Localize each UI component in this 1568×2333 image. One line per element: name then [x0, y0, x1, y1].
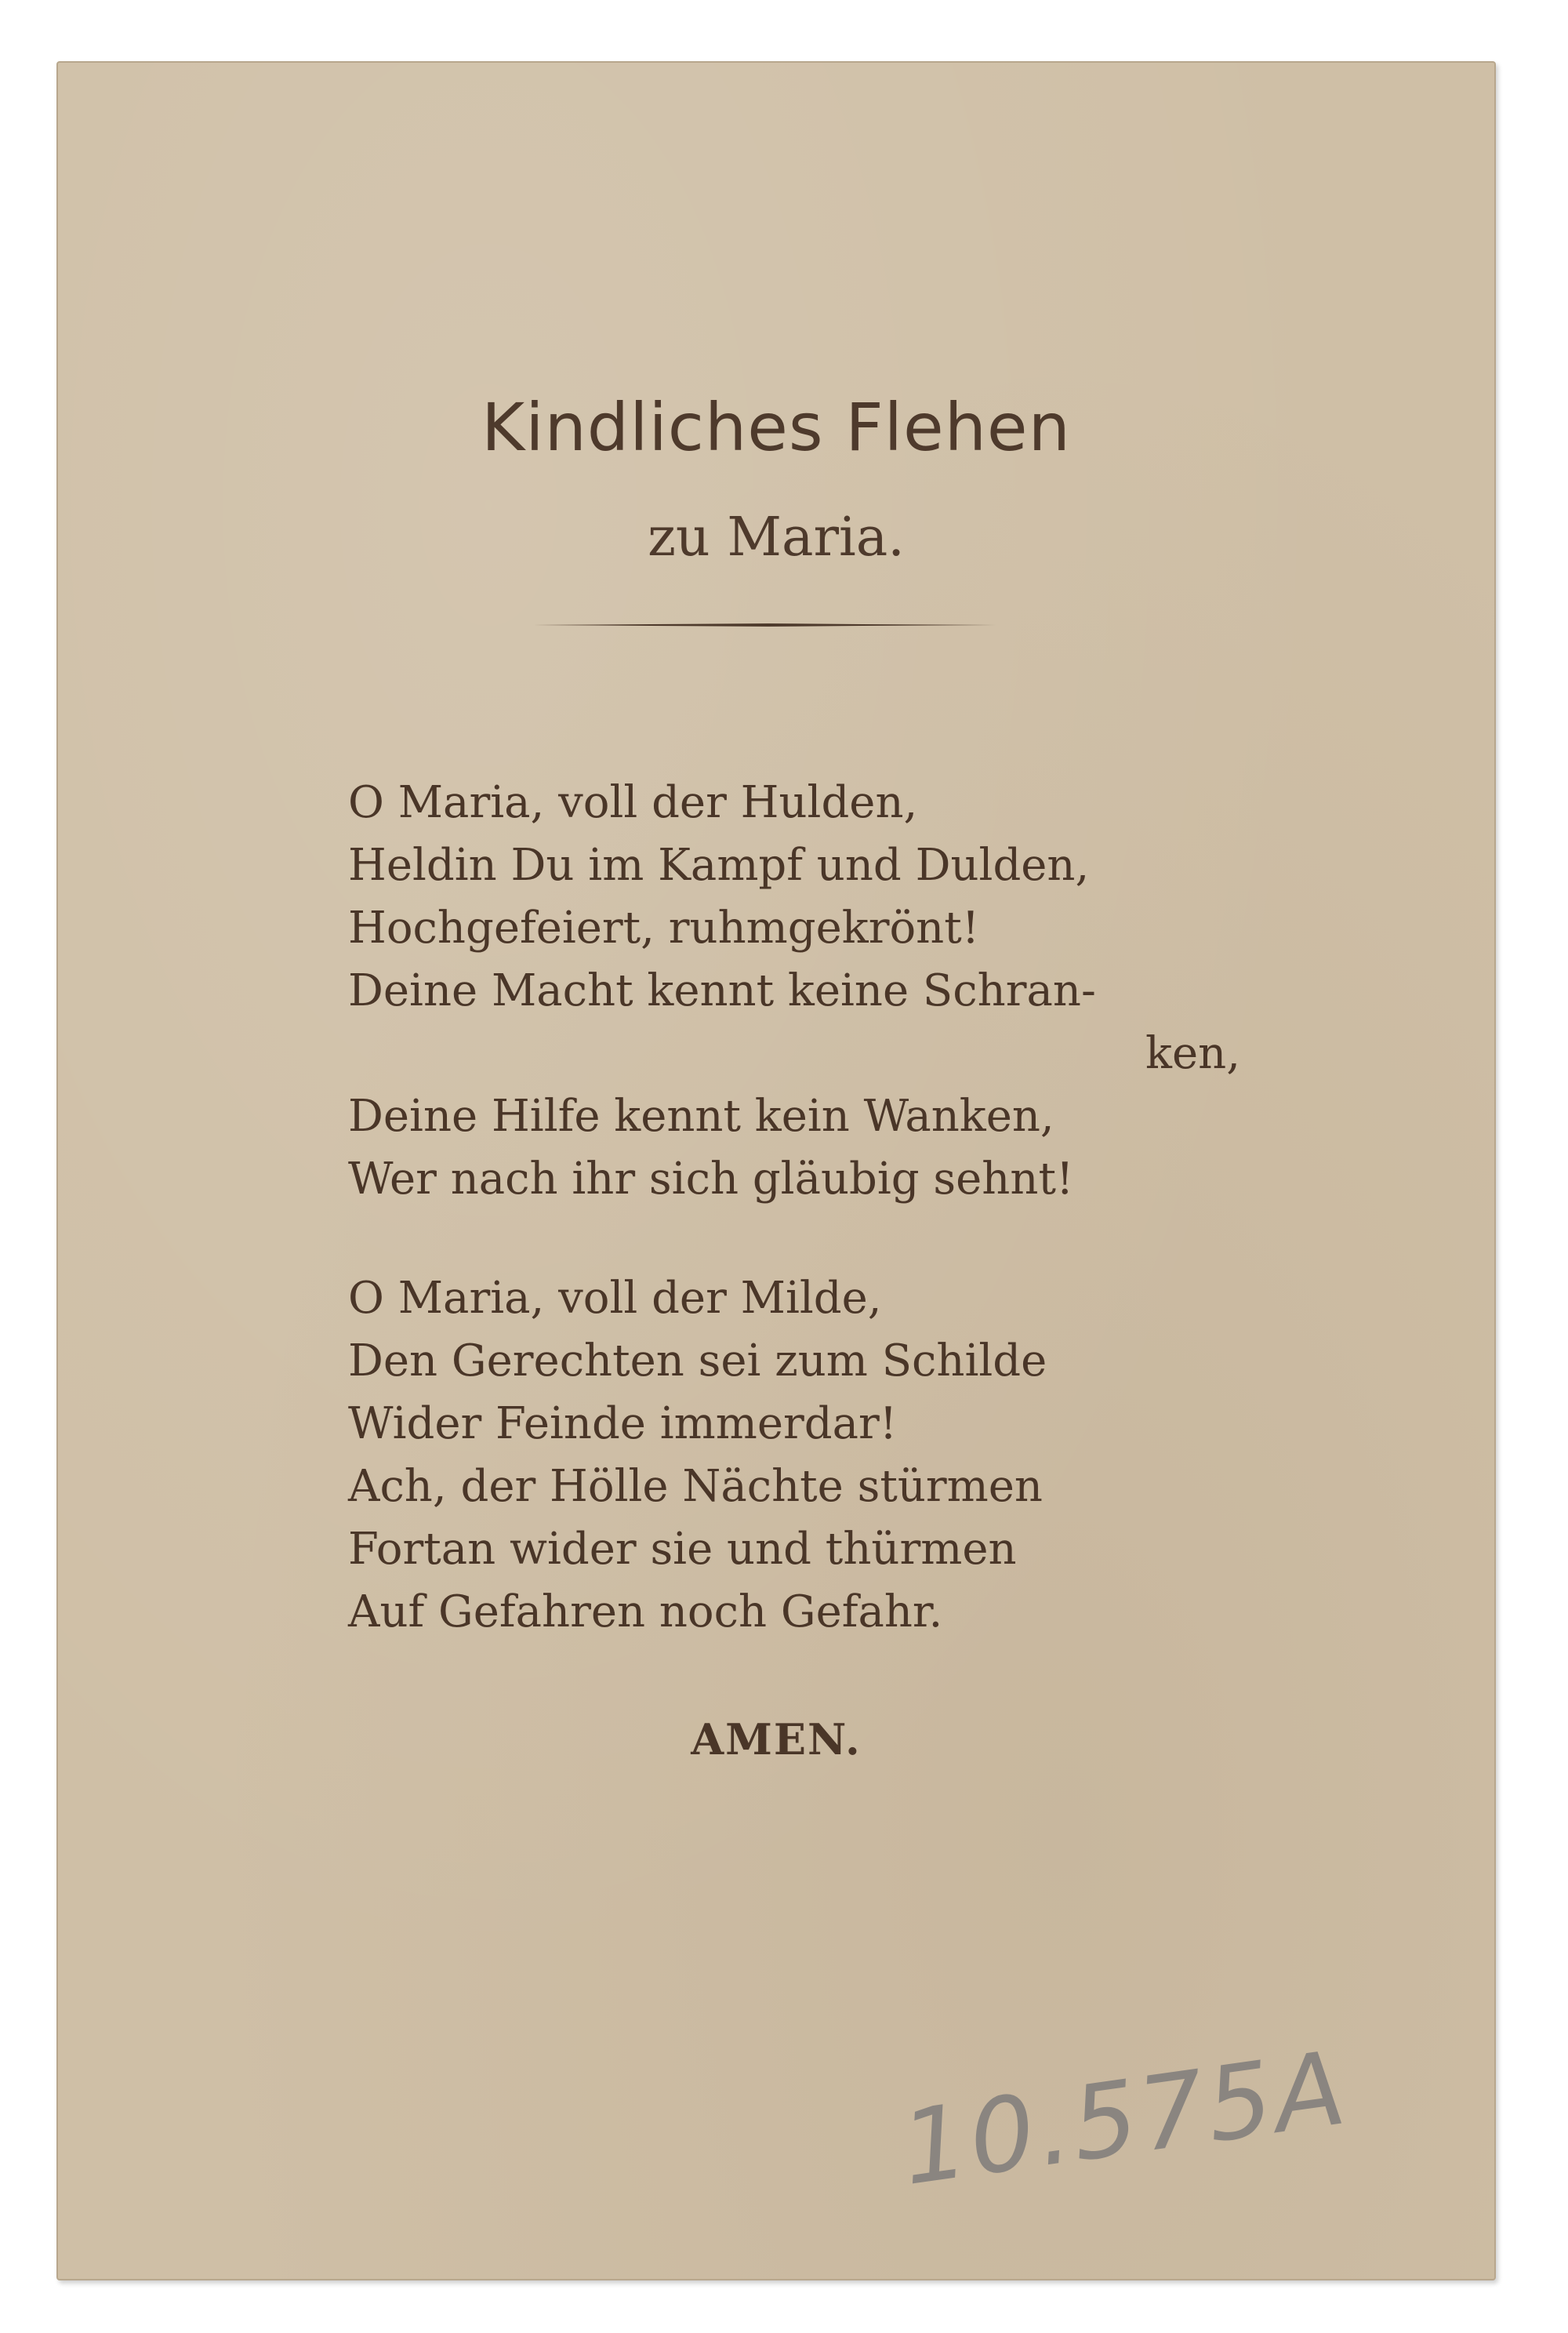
- verse-line: Deine Macht kennt keine Schran-: [348, 965, 1096, 1016]
- verse-line: Wider Feinde immerdar!: [348, 1398, 898, 1449]
- verse-line: Auf Gefahren noch Gefahr.: [348, 1586, 943, 1637]
- verse-line: Wer nach ihr sich gläubig sehnt!: [348, 1154, 1074, 1205]
- verse-line-continuation: ken,: [1145, 1028, 1240, 1079]
- verse-line: Deine Hilfe kennt kein Wanken,: [348, 1091, 1054, 1142]
- verse-line: Den Gerechten sei zum Schilde: [348, 1335, 1047, 1386]
- inventory-number: 10.575A: [894, 2027, 1356, 2208]
- stanza-2: [348, 1267, 1250, 1644]
- card-subtitle: zu Maria.: [648, 507, 905, 569]
- closing-amen: AMEN.: [691, 1714, 862, 1764]
- verse-line: Heldin Du im Kampf und Dulden,: [348, 840, 1090, 891]
- verse-line: Hochgefeiert, ruhmgekrönt!: [348, 903, 980, 954]
- card-title: Kindliches Flehen: [481, 389, 1071, 466]
- stanza-1: [348, 772, 1250, 1211]
- verse-line: Ach, der Hölle Nächte stürmen: [348, 1461, 1043, 1512]
- verse-line: Fortan wider sie und thürmen: [348, 1524, 1017, 1575]
- title-divider: [533, 621, 996, 629]
- verse-line: O Maria, voll der Hulden,: [348, 777, 918, 828]
- verse-line: O Maria, voll der Milde,: [348, 1273, 882, 1324]
- prayer-card: [56, 61, 1496, 2280]
